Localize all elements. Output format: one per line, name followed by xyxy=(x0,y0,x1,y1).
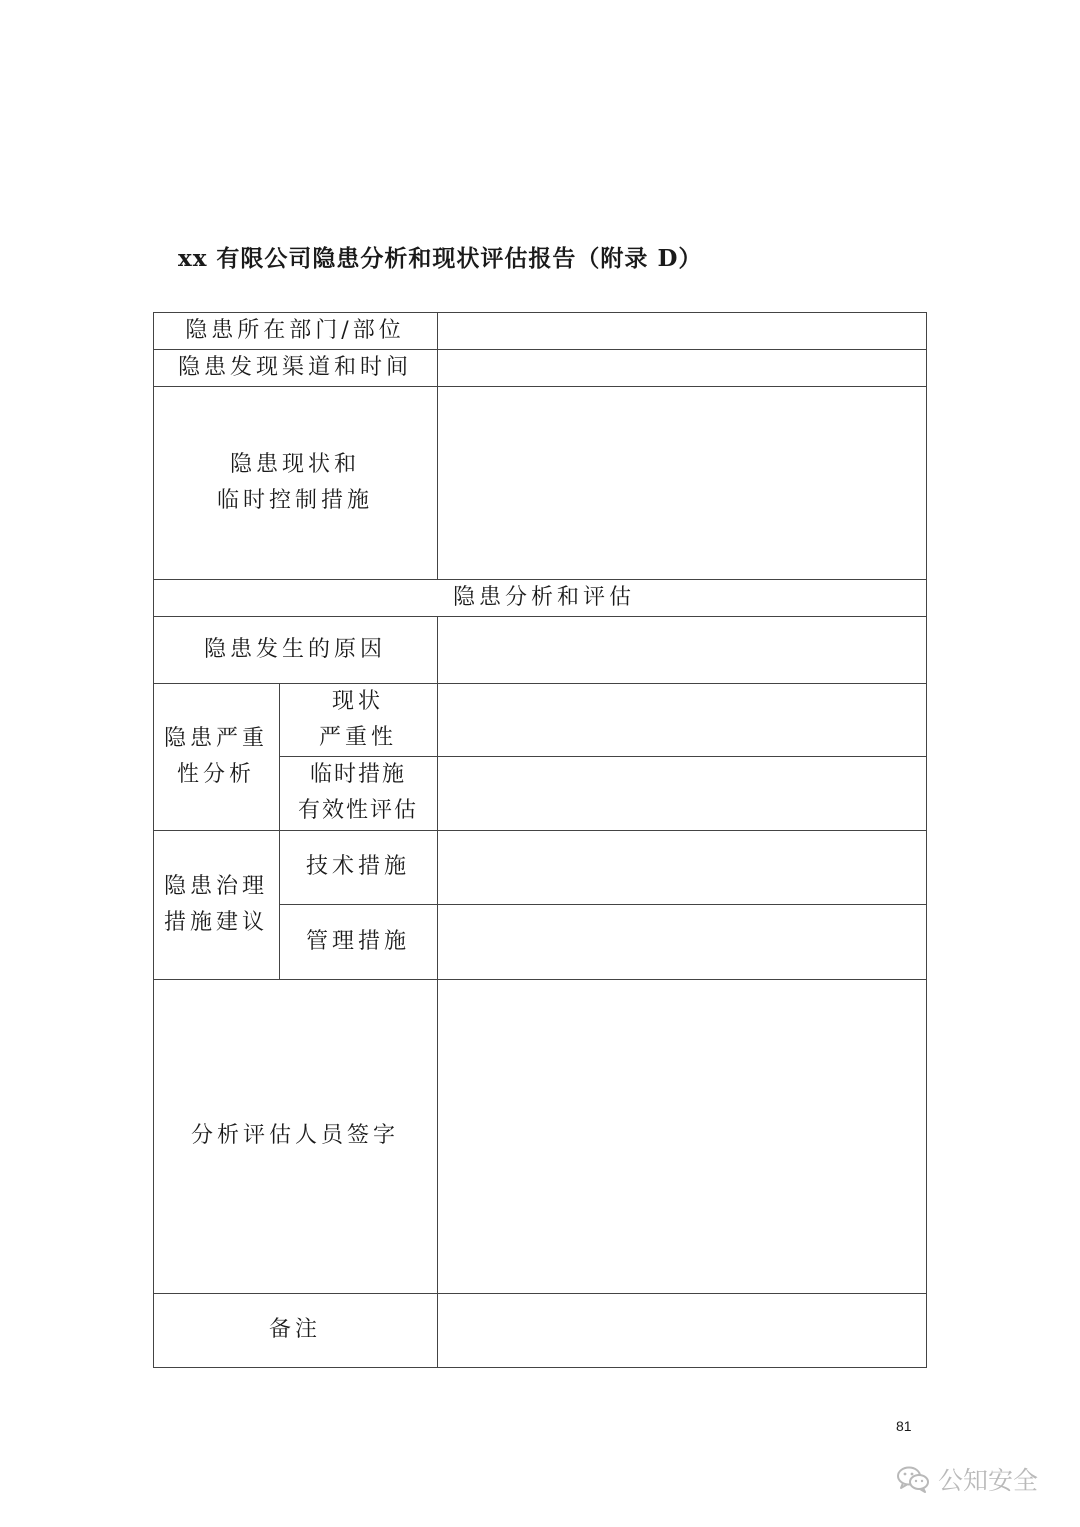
management-measures-label: 管理措施 xyxy=(305,928,410,954)
severity-analysis-group-label: 隐患严重 性分析 xyxy=(163,725,268,787)
document-title: xx 有限公司隐患分析和现状评估报告（附录 D） xyxy=(178,245,703,272)
department-label: 隐患所在部门/部位 xyxy=(185,317,405,343)
department-value-cell[interactable] xyxy=(438,313,926,349)
status-control-label: 隐患现状和 临时控制措施 xyxy=(216,451,373,513)
temp-measure-effectiveness-value-cell[interactable] xyxy=(438,757,926,830)
watermark-text: 公知安全 xyxy=(938,1466,1039,1495)
technical-measures-label: 技术措施 xyxy=(305,854,410,879)
status-control-value-cell[interactable] xyxy=(438,387,926,579)
management-measures-value-cell[interactable] xyxy=(438,905,926,979)
technical-measures-value-cell[interactable] xyxy=(438,831,926,904)
discovery-channel-time-label: 隐患发现渠道和时间 xyxy=(177,354,412,380)
cause-label: 隐患发生的原因 xyxy=(203,636,386,662)
page-number: 81 xyxy=(896,1418,912,1434)
signature-value-cell[interactable] xyxy=(438,980,926,1293)
remarks-label: 备注 xyxy=(268,1317,321,1342)
current-severity-label: 现状 严重性 xyxy=(318,688,397,750)
cause-value-cell[interactable] xyxy=(438,617,926,683)
discovery-channel-time-value-cell[interactable] xyxy=(438,350,926,386)
temp-measure-effectiveness-label: 临时措施 有效性评估 xyxy=(297,762,418,823)
remarks-value-cell[interactable] xyxy=(438,1294,926,1367)
wechat-icon xyxy=(896,1465,930,1493)
analysis-section-header: 隐患分析和评估 xyxy=(453,584,636,610)
signature-label: 分析评估人员签字 xyxy=(190,1123,399,1148)
current-severity-value-cell[interactable] xyxy=(438,684,926,756)
remediation-group-label: 隐患治理 措施建议 xyxy=(163,873,268,935)
watermark xyxy=(896,1461,1038,1497)
